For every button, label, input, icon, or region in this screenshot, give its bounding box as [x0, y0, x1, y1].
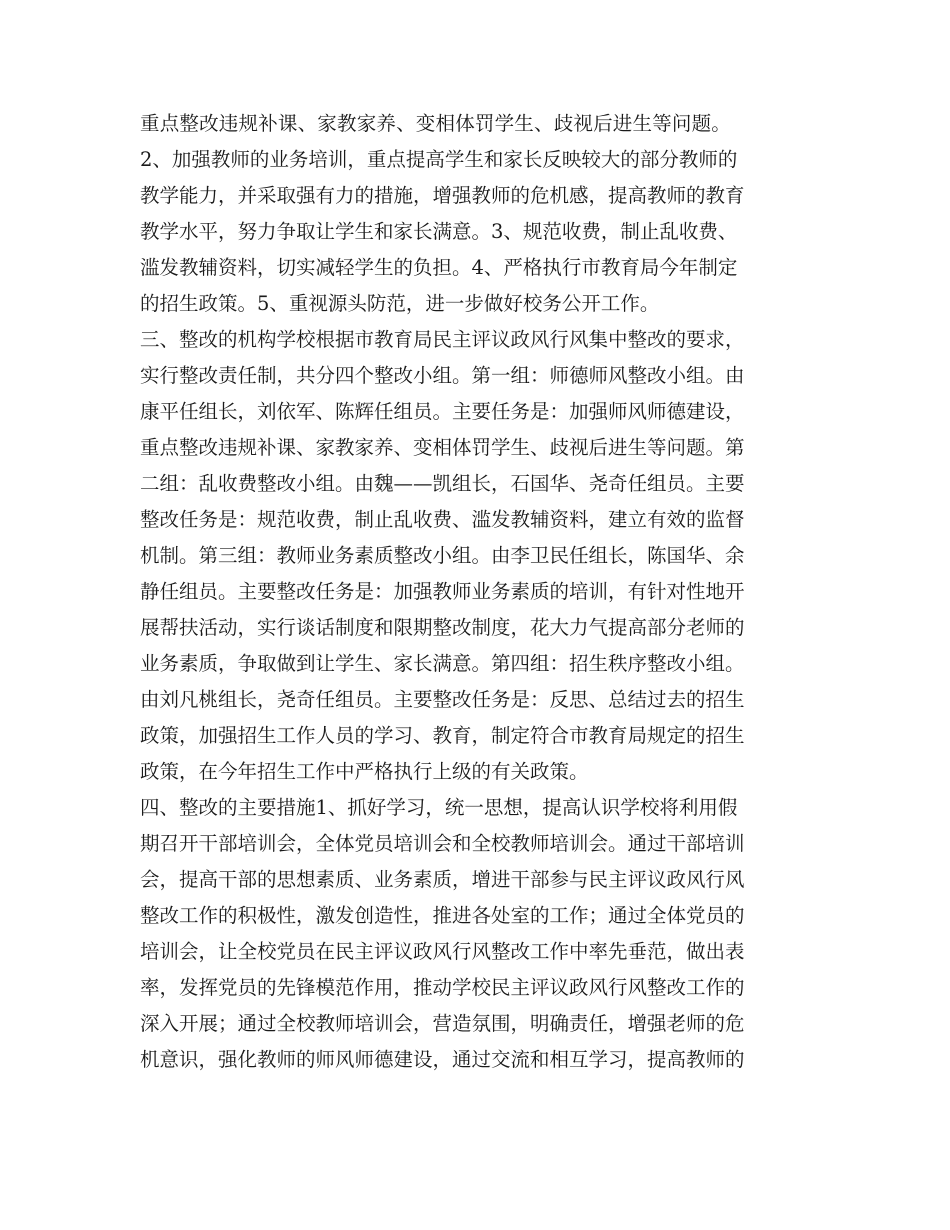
text-line: 教学能力，并采取强有力的措施，增强教师的危机感，提高教师的教育 [140, 184, 745, 207]
text-line: 培训会，让全校党员在民主评议政风行风整改工作中率先垂范，做出表 [140, 940, 745, 963]
text-line: 康平任组长，刘依军、陈辉任组员。主要任务是：加强师风师德建设， [140, 400, 745, 423]
text-line: 教学水平，努力争取让学生和家长满意。3、规范收费，制止乱收费、 [140, 220, 738, 243]
document-body [140, 106, 840, 1078]
text-line: 深入开展；通过全校教师培训会，营造氛围，明确责任，增强老师的危 [140, 1012, 745, 1035]
section-heading-line: 四、整改的主要措施1、抓好学习，统一思想，提高认识学校将利用假 [140, 796, 738, 819]
text-line: 率，发挥党员的先锋模范作用，推动学校民主评议政风行风整改工作的 [140, 976, 745, 999]
text-line: 二组：乱收费整改小组。由魏——凯组长，石国华、尧奇任组员。主要 [140, 472, 745, 495]
text-line: 滥发教辅资料，切实减轻学生的负担。4、严格执行市教育局今年制定 [140, 256, 738, 279]
text-line: 机意识，强化教师的师风师德建设，通过交流和相互学习，提高教师的 [140, 1048, 745, 1071]
text-line: 业务素质，争取做到让学生、家长满意。第四组：招生秩序整改小组。 [140, 652, 745, 675]
text-line: 展帮扶活动，实行谈话制度和限期整改制度，花大力气提高部分老师的 [140, 616, 745, 639]
text-line: 由刘凡桃组长，尧奇任组员。主要整改任务是：反思、总结过去的招生 [140, 688, 745, 711]
text-line: 会，提高干部的思想素质、业务素质，增进干部参与民主评议政风行风 [140, 868, 745, 891]
text-line: 的招生政策。5、重视源头防范，进一步做好校务公开工作。 [140, 292, 660, 315]
text-line: 政策，在今年招生工作中严格执行上级的有关政策。 [140, 760, 589, 783]
text-line: 重点整改违规补课、家教家养、变相体罚学生、歧视后进生等问题。 [140, 112, 732, 135]
text-line: 整改任务是：规范收费，制止乱收费、滥发教辅资料，建立有效的监督 [140, 508, 745, 531]
text-line: 整改工作的积极性，激发创造性，推进各处室的工作；通过全体党员的 [140, 904, 745, 927]
section-heading-line: 三、整改的机构学校根据市教育局民主评议政风行风集中整改的要求， [140, 328, 745, 351]
text-line: 期召开干部培训会，全体党员培训会和全校教师培训会。通过干部培训 [140, 832, 745, 855]
text-line: 2、加强教师的业务培训，重点提高学生和家长反映较大的部分教师的 [140, 148, 738, 171]
text-line: 政策，加强招生工作人员的学习、教育，制定符合市教育局规定的招生 [140, 724, 745, 747]
text-line: 机制。第三组：教师业务素质整改小组。由李卫民任组长，陈国华、余 [140, 544, 745, 567]
text-line: 实行整改责任制，共分四个整改小组。第一组：师德师风整改小组。由 [140, 364, 745, 387]
text-line: 重点整改违规补课、家教家养、变相体罚学生、歧视后进生等问题。第 [140, 436, 745, 459]
text-line: 静任组员。主要整改任务是：加强教师业务素质的培训，有针对性地开 [140, 580, 745, 603]
